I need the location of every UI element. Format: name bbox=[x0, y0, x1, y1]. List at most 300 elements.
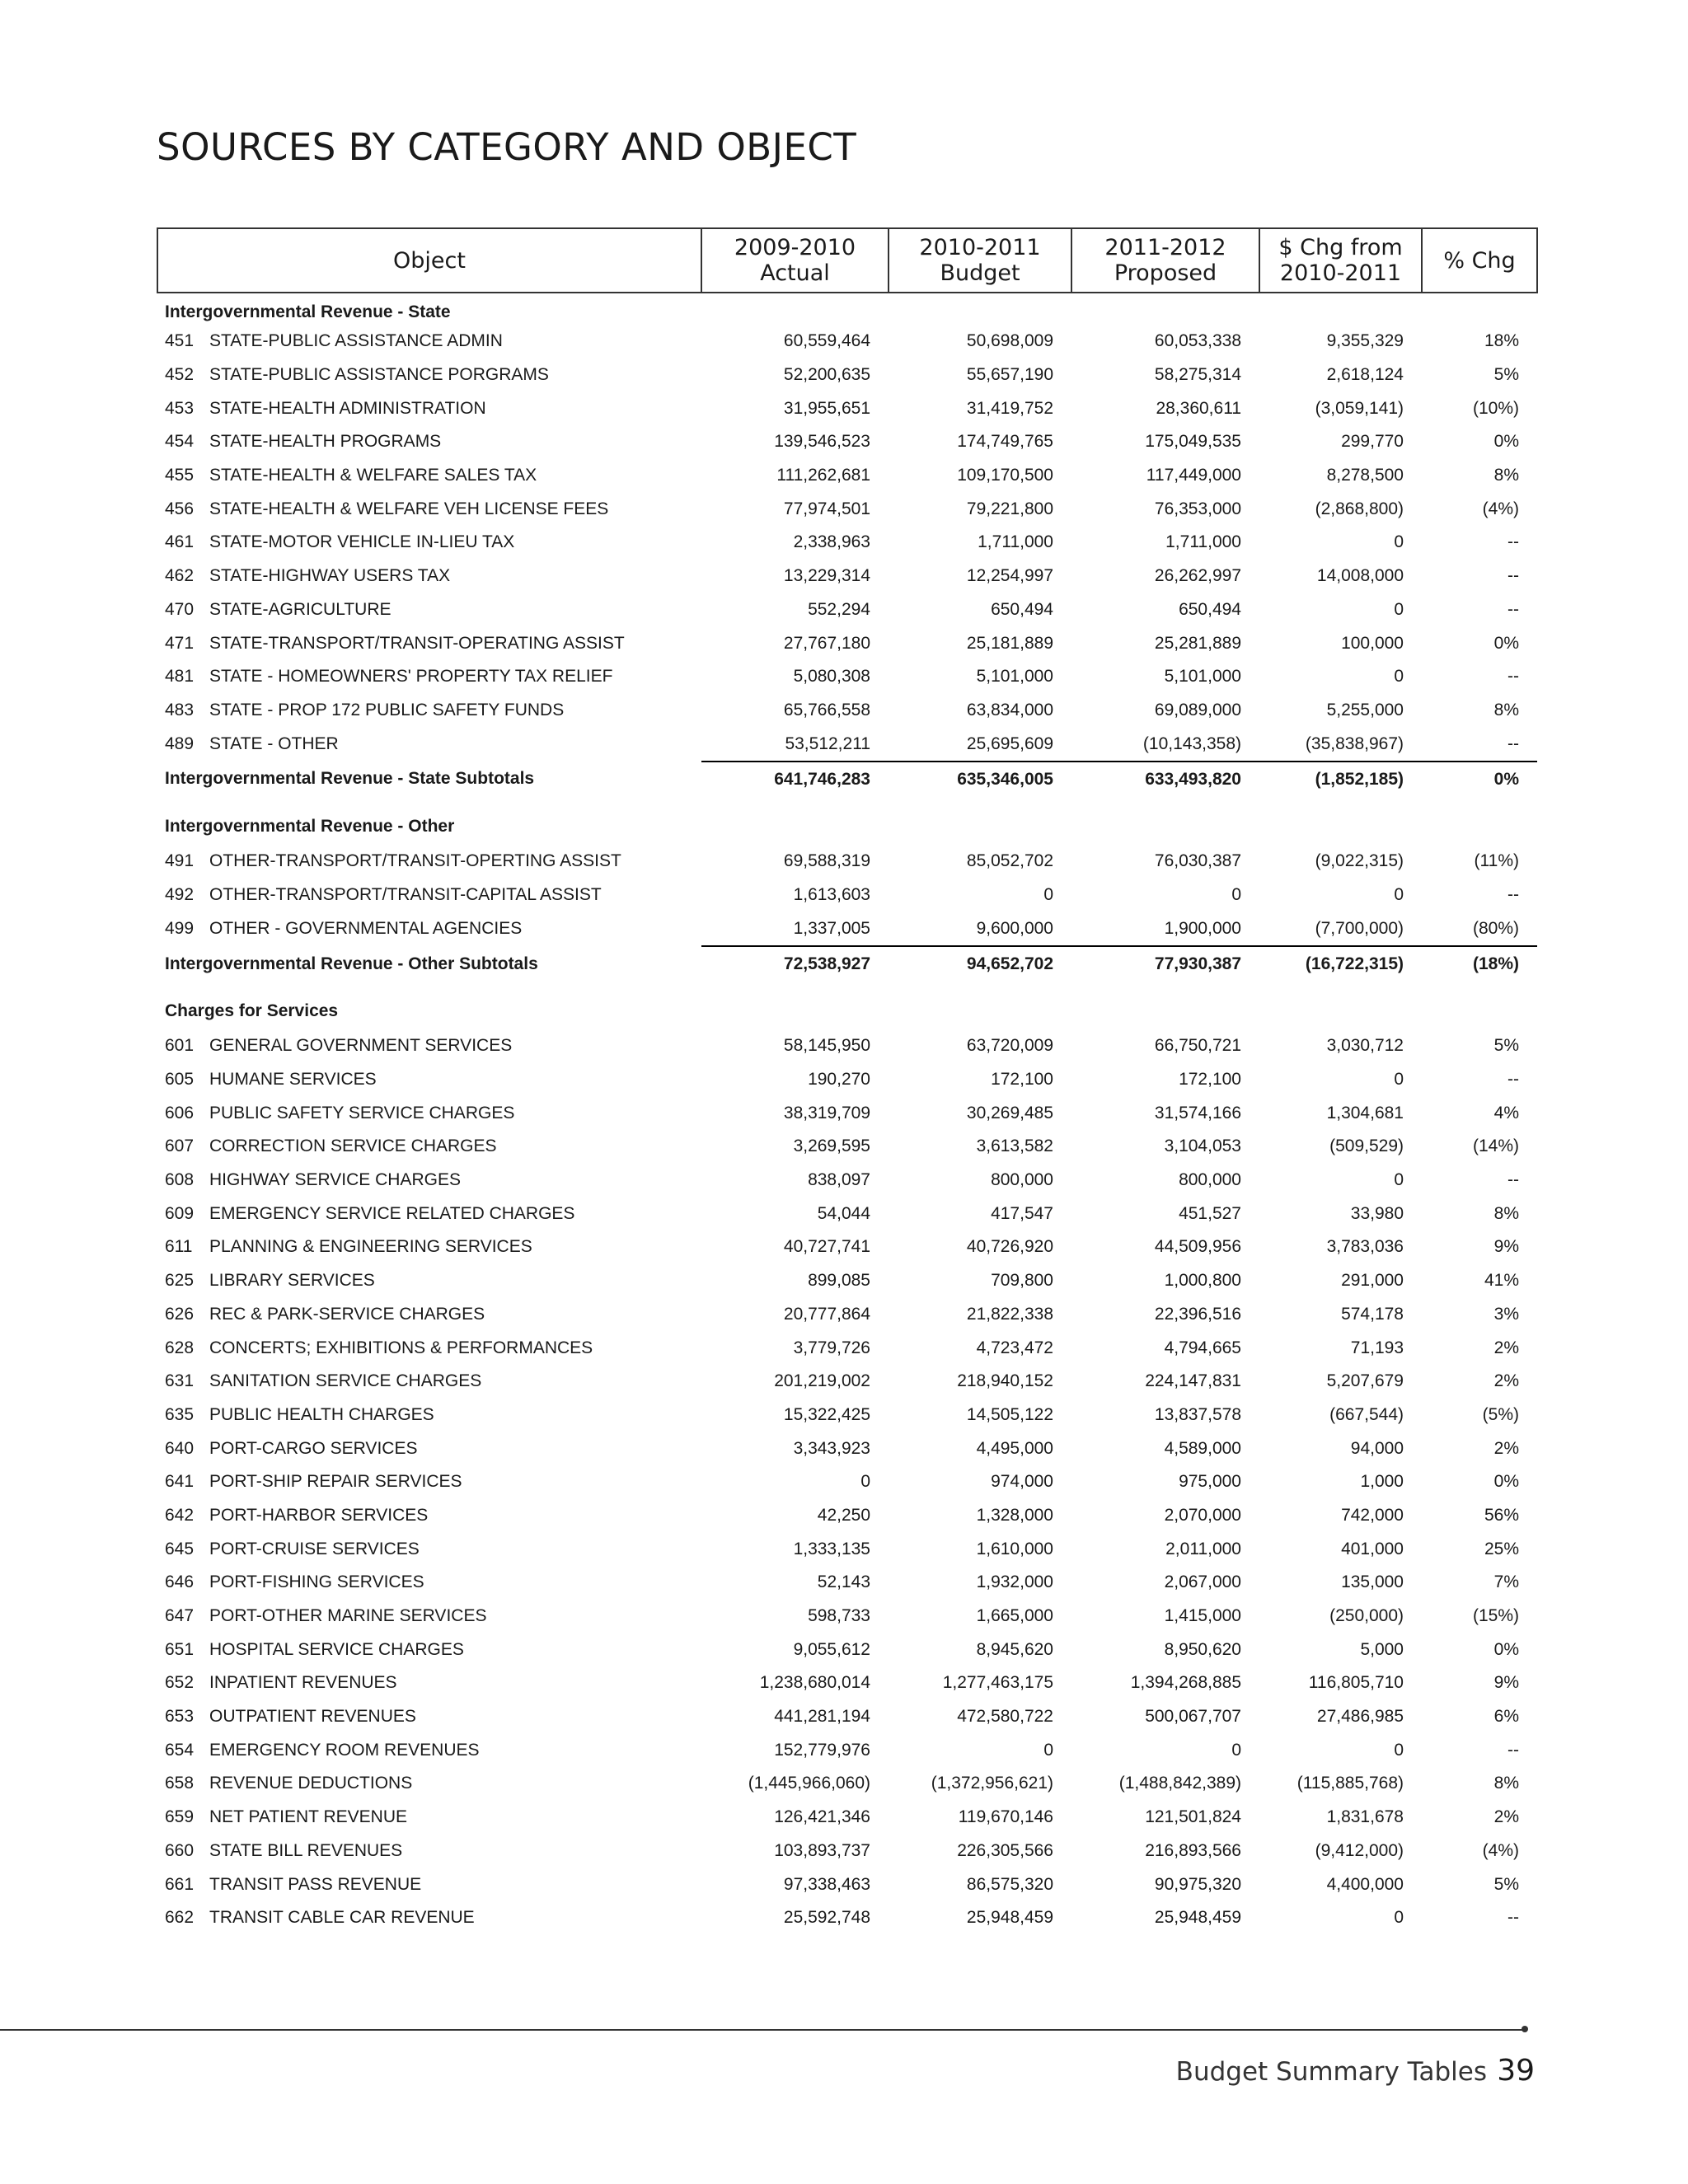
object-code: 651 bbox=[165, 1639, 195, 1659]
object-cell bbox=[157, 1600, 701, 1633]
object-name: PORT-FISHING SERVICES bbox=[209, 1572, 424, 1592]
subtotal-dollar-change: (1,852,185) bbox=[1259, 762, 1422, 797]
table-row bbox=[157, 1432, 1537, 1465]
percent-change-cell: (11%) bbox=[1474, 851, 1519, 871]
object-name: STATE-PUBLIC ASSISTANCE ADMIN bbox=[209, 331, 503, 351]
dollar-change-cell: 0 bbox=[1394, 1908, 1404, 1928]
dollar-change-cell: 0 bbox=[1394, 599, 1404, 619]
actual-cell: 52,200,635 bbox=[783, 365, 870, 385]
proposed-cell: 8,950,620 bbox=[1164, 1639, 1241, 1659]
category-name: Intergovernmental Revenue - State bbox=[165, 302, 451, 321]
dollar-change-cell: (9,022,315) bbox=[1315, 851, 1404, 871]
budget-cell: 1,610,000 bbox=[976, 1539, 1053, 1558]
object-name: PUBLIC SAFETY SERVICE CHARGES bbox=[209, 1103, 515, 1122]
actual-cell: 38,319,709 bbox=[783, 1103, 870, 1122]
object-code: 601 bbox=[165, 1036, 195, 1056]
table-row bbox=[157, 593, 1537, 627]
actual-cell: 77,974,501 bbox=[783, 499, 870, 518]
object-cell bbox=[157, 1331, 701, 1365]
dollar-change-cell: (3,059,141) bbox=[1315, 398, 1404, 418]
table-row bbox=[157, 1331, 1537, 1365]
object-cell bbox=[157, 1901, 701, 1935]
budget-cell: 417,547 bbox=[991, 1203, 1053, 1223]
table-row bbox=[157, 1767, 1537, 1801]
object-name: HUMANE SERVICES bbox=[209, 1070, 377, 1090]
budget-cell: 472,580,722 bbox=[957, 1707, 1053, 1727]
table-row bbox=[157, 1532, 1537, 1566]
table-row bbox=[157, 1029, 1537, 1063]
percent-change-cell: 8% bbox=[1493, 1774, 1519, 1793]
budget-cell: 174,749,765 bbox=[957, 432, 1053, 452]
percent-change-cell: (14%) bbox=[1472, 1137, 1519, 1156]
proposed-cell: 69,089,000 bbox=[1154, 700, 1241, 719]
budget-cell: 50,698,009 bbox=[966, 331, 1053, 351]
object-code: 642 bbox=[165, 1505, 195, 1525]
dollar-change-cell: 4,400,000 bbox=[1326, 1874, 1404, 1894]
proposed-cell: 975,000 bbox=[1179, 1472, 1241, 1492]
table-row bbox=[157, 1465, 1537, 1499]
budget-cell: 25,695,609 bbox=[966, 733, 1053, 753]
percent-change-cell: (80%) bbox=[1472, 918, 1519, 938]
category-header-row bbox=[157, 982, 1537, 1029]
object-name: STATE-HEALTH & WELFARE VEH LICENSE FEES bbox=[209, 499, 609, 518]
sources-table bbox=[157, 227, 1538, 1935]
object-code: 452 bbox=[165, 365, 195, 385]
dollar-change-cell: 1,304,681 bbox=[1326, 1103, 1404, 1122]
dollar-change-cell: 1,000 bbox=[1360, 1472, 1404, 1492]
object-code: 499 bbox=[165, 919, 195, 939]
object-code: 646 bbox=[165, 1572, 195, 1592]
object-cell bbox=[157, 694, 701, 728]
table-row bbox=[157, 359, 1537, 392]
object-cell bbox=[157, 1801, 701, 1835]
dollar-change-cell: 0 bbox=[1394, 884, 1404, 904]
table-row bbox=[157, 694, 1537, 728]
actual-cell: 152,779,976 bbox=[774, 1740, 870, 1760]
budget-cell: 85,052,702 bbox=[966, 851, 1053, 871]
subtotal-label: Intergovernmental Revenue - Other Subtotals bbox=[165, 954, 538, 973]
budget-cell: 25,181,889 bbox=[966, 633, 1053, 653]
object-name: REVENUE DEDUCTIONS bbox=[209, 1774, 413, 1793]
object-name: STATE - OTHER bbox=[209, 734, 339, 754]
object-code: 451 bbox=[165, 331, 195, 351]
object-name: REC & PARK-SERVICE CHARGES bbox=[209, 1304, 485, 1324]
percent-change-cell: 0% bbox=[1493, 432, 1519, 452]
object-cell bbox=[157, 1230, 701, 1264]
object-name: PORT-HARBOR SERVICES bbox=[209, 1505, 429, 1525]
budget-cell: 109,170,500 bbox=[957, 466, 1053, 485]
budget-cell: 1,665,000 bbox=[976, 1606, 1053, 1626]
dollar-change-cell: 27,486,985 bbox=[1316, 1707, 1404, 1727]
proposed-cell: 66,750,721 bbox=[1154, 1036, 1241, 1056]
dollar-change-cell: (2,868,800) bbox=[1315, 499, 1404, 518]
object-cell bbox=[157, 727, 701, 762]
actual-cell: 2,338,963 bbox=[793, 532, 870, 552]
object-name: STATE - PROP 172 PUBLIC SAFETY FUNDS bbox=[209, 700, 565, 719]
table-row bbox=[157, 1700, 1537, 1734]
budget-cell: 86,575,320 bbox=[966, 1874, 1053, 1894]
proposed-cell: (1,488,842,389) bbox=[1118, 1774, 1241, 1793]
object-code: 645 bbox=[165, 1539, 195, 1558]
actual-cell: 58,145,950 bbox=[783, 1036, 870, 1056]
percent-change-cell: -- bbox=[1507, 599, 1519, 619]
percent-change-cell: 5% bbox=[1493, 365, 1519, 385]
proposed-cell: 28,360,611 bbox=[1156, 398, 1241, 418]
object-code: 611 bbox=[165, 1237, 193, 1257]
object-code: 481 bbox=[165, 667, 195, 687]
percent-change-cell: -- bbox=[1507, 667, 1519, 687]
proposed-cell: 60,053,338 bbox=[1154, 331, 1241, 351]
object-name: STATE-HEALTH ADMINISTRATION bbox=[209, 398, 486, 418]
table-row bbox=[157, 626, 1537, 660]
proposed-cell: 31,574,166 bbox=[1154, 1103, 1241, 1122]
object-cell bbox=[157, 1298, 701, 1332]
budget-cell: 25,948,459 bbox=[966, 1908, 1053, 1928]
dollar-change-cell: (509,529) bbox=[1329, 1137, 1404, 1156]
proposed-cell: 172,100 bbox=[1179, 1070, 1241, 1090]
proposed-cell: 22,396,516 bbox=[1154, 1304, 1241, 1324]
dollar-change-cell: 0 bbox=[1394, 1170, 1404, 1190]
object-name: STATE-HEALTH PROGRAMS bbox=[209, 432, 442, 452]
actual-cell: 15,322,425 bbox=[783, 1404, 870, 1424]
object-code: 461 bbox=[165, 532, 195, 552]
table-row bbox=[157, 1399, 1537, 1432]
proposed-cell: 216,893,566 bbox=[1145, 1840, 1241, 1860]
dollar-change-cell: 0 bbox=[1394, 532, 1404, 552]
object-cell bbox=[157, 1700, 701, 1734]
percent-change-cell: 9% bbox=[1493, 1237, 1519, 1257]
budget-cell: 1,932,000 bbox=[976, 1572, 1053, 1592]
proposed-cell: 4,794,665 bbox=[1164, 1338, 1241, 1357]
percent-change-cell: (5%) bbox=[1482, 1404, 1519, 1424]
object-cell bbox=[157, 359, 701, 392]
proposed-cell: 3,104,053 bbox=[1164, 1137, 1241, 1156]
object-code: 631 bbox=[165, 1371, 195, 1391]
table-row bbox=[157, 1901, 1537, 1935]
table-row bbox=[157, 727, 1537, 762]
object-code: 491 bbox=[165, 851, 195, 871]
actual-cell: 3,343,923 bbox=[793, 1438, 870, 1458]
budget-cell: 55,657,190 bbox=[966, 365, 1053, 385]
budget-cell: (1,372,956,621) bbox=[931, 1774, 1053, 1793]
proposed-cell: 76,030,387 bbox=[1154, 851, 1241, 871]
dollar-change-cell: (7,700,000) bbox=[1315, 918, 1404, 938]
percent-change-cell: -- bbox=[1507, 1070, 1519, 1090]
dollar-change-cell: 299,770 bbox=[1341, 432, 1404, 452]
dollar-change-cell: 100,000 bbox=[1341, 633, 1404, 653]
budget-cell: 709,800 bbox=[991, 1271, 1053, 1291]
percent-change-cell: 7% bbox=[1493, 1572, 1519, 1592]
object-name: TRANSIT PASS REVENUE bbox=[209, 1874, 422, 1894]
object-code: 658 bbox=[165, 1774, 195, 1793]
category-header-row bbox=[157, 293, 1537, 325]
budget-cell: 172,100 bbox=[991, 1070, 1053, 1090]
object-name: PORT-SHIP REPAIR SERVICES bbox=[209, 1472, 462, 1492]
object-name: HOSPITAL SERVICE CHARGES bbox=[209, 1639, 464, 1659]
object-cell bbox=[157, 325, 701, 359]
object-cell bbox=[157, 1868, 701, 1901]
dollar-change-cell: 33,980 bbox=[1350, 1203, 1404, 1223]
dollar-change-cell: 71,193 bbox=[1350, 1338, 1404, 1357]
budget-cell: 31,419,752 bbox=[966, 398, 1053, 418]
object-name: TRANSIT CABLE CAR REVENUE bbox=[209, 1908, 475, 1928]
object-cell bbox=[157, 1499, 701, 1533]
proposed-cell: 224,147,831 bbox=[1145, 1371, 1241, 1391]
object-name: PORT-CRUISE SERVICES bbox=[209, 1539, 420, 1558]
percent-change-cell: (15%) bbox=[1472, 1606, 1519, 1626]
actual-cell: 5,080,308 bbox=[793, 667, 870, 687]
table-row bbox=[157, 459, 1537, 493]
table-row bbox=[157, 1197, 1537, 1230]
subtotal-percent-change: (18%) bbox=[1422, 946, 1537, 982]
budget-cell: 3,613,582 bbox=[976, 1137, 1053, 1156]
percent-change-cell: (4%) bbox=[1482, 1840, 1519, 1860]
subtotal-dollar-change: (16,722,315) bbox=[1259, 946, 1422, 982]
actual-cell: 899,085 bbox=[808, 1271, 870, 1291]
percent-change-cell: 6% bbox=[1493, 1707, 1519, 1727]
object-code: 640 bbox=[165, 1438, 195, 1458]
object-code: 626 bbox=[165, 1304, 195, 1324]
header-object: Object bbox=[157, 228, 701, 293]
object-code: 462 bbox=[165, 566, 195, 586]
budget-cell: 4,723,472 bbox=[976, 1338, 1053, 1357]
object-name: OUTPATIENT REVENUES bbox=[209, 1707, 416, 1727]
category-header-row bbox=[157, 797, 1537, 845]
object-cell bbox=[157, 560, 701, 593]
actual-cell: 126,421,346 bbox=[774, 1807, 870, 1827]
percent-change-cell: 0% bbox=[1493, 1472, 1519, 1492]
proposed-cell: 1,900,000 bbox=[1164, 918, 1241, 938]
subtotal-actual: 72,538,927 bbox=[701, 946, 889, 982]
object-name: CONCERTS; EXHIBITIONS & PERFORMANCES bbox=[209, 1338, 593, 1357]
budget-cell: 9,600,000 bbox=[976, 918, 1053, 938]
percent-change-cell: 2% bbox=[1493, 1371, 1519, 1391]
object-code: 471 bbox=[165, 633, 195, 653]
object-name: PORT-CARGO SERVICES bbox=[209, 1438, 418, 1458]
proposed-cell: 117,449,000 bbox=[1146, 466, 1241, 485]
actual-cell: 552,294 bbox=[808, 599, 870, 619]
actual-cell: 139,546,523 bbox=[774, 432, 870, 452]
subtotal-row bbox=[157, 762, 1537, 797]
actual-cell: 598,733 bbox=[808, 1606, 870, 1626]
budget-cell: 12,254,997 bbox=[966, 566, 1053, 586]
dollar-change-cell: 2,618,124 bbox=[1326, 365, 1404, 385]
proposed-cell: 451,527 bbox=[1179, 1203, 1241, 1223]
object-cell bbox=[157, 1096, 701, 1130]
object-code: 489 bbox=[165, 734, 195, 754]
actual-cell: 3,779,726 bbox=[793, 1338, 870, 1357]
table-row bbox=[157, 1130, 1537, 1164]
proposed-cell: 44,509,956 bbox=[1154, 1237, 1241, 1257]
proposed-cell: 2,067,000 bbox=[1164, 1572, 1241, 1592]
object-cell bbox=[157, 1767, 701, 1801]
percent-change-cell: -- bbox=[1507, 1740, 1519, 1760]
percent-change-cell: -- bbox=[1507, 532, 1519, 552]
percent-change-cell: -- bbox=[1507, 566, 1519, 586]
table-row bbox=[157, 560, 1537, 593]
budget-cell: 79,221,800 bbox=[966, 499, 1053, 518]
percent-change-cell: 18% bbox=[1484, 331, 1519, 351]
percent-change-cell: -- bbox=[1507, 733, 1519, 753]
dollar-change-cell: (667,544) bbox=[1329, 1404, 1404, 1424]
proposed-cell: (10,143,358) bbox=[1142, 733, 1241, 753]
table-row bbox=[157, 1230, 1537, 1264]
dollar-change-cell: 14,008,000 bbox=[1316, 566, 1404, 586]
object-name: HIGHWAY SERVICE CHARGES bbox=[209, 1170, 461, 1190]
budget-cell: 8,945,620 bbox=[976, 1639, 1053, 1659]
object-code: 660 bbox=[165, 1840, 195, 1860]
dollar-change-cell: (250,000) bbox=[1329, 1606, 1404, 1626]
actual-cell: 97,338,463 bbox=[783, 1874, 870, 1894]
category-name: Charges for Services bbox=[165, 1001, 339, 1020]
percent-change-cell: -- bbox=[1507, 1908, 1519, 1928]
actual-cell: 441,281,194 bbox=[774, 1707, 870, 1727]
percent-change-cell: 4% bbox=[1493, 1103, 1519, 1122]
object-cell bbox=[157, 391, 701, 425]
dollar-change-cell: 9,355,329 bbox=[1326, 331, 1404, 351]
dollar-change-cell: 0 bbox=[1394, 1740, 1404, 1760]
proposed-cell: 0 bbox=[1231, 884, 1241, 904]
dollar-change-cell: 291,000 bbox=[1341, 1271, 1404, 1291]
object-cell bbox=[157, 845, 701, 879]
percent-change-cell: 56% bbox=[1484, 1505, 1519, 1525]
proposed-cell: 76,353,000 bbox=[1154, 499, 1241, 518]
subtotal-percent-change: 0% bbox=[1422, 762, 1537, 797]
object-code: 455 bbox=[165, 466, 195, 485]
actual-cell: 60,559,464 bbox=[783, 331, 870, 351]
actual-cell: 27,767,180 bbox=[783, 633, 870, 653]
subtotal-actual: 641,746,283 bbox=[701, 762, 889, 797]
proposed-cell: 1,000,800 bbox=[1164, 1271, 1241, 1291]
table-row bbox=[157, 1164, 1537, 1197]
table-row bbox=[157, 1835, 1537, 1868]
table-row bbox=[157, 1063, 1537, 1097]
table-row bbox=[157, 492, 1537, 526]
proposed-cell: 26,262,997 bbox=[1154, 566, 1241, 586]
table-body bbox=[157, 293, 1537, 1935]
percent-change-cell: 2% bbox=[1493, 1338, 1519, 1357]
table-row bbox=[157, 1499, 1537, 1533]
budget-cell: 21,822,338 bbox=[966, 1304, 1053, 1324]
object-cell bbox=[157, 912, 701, 946]
proposed-cell: 500,067,707 bbox=[1145, 1707, 1241, 1727]
actual-cell: 52,143 bbox=[817, 1572, 870, 1592]
object-cell bbox=[157, 1029, 701, 1063]
actual-cell: 201,219,002 bbox=[774, 1371, 870, 1391]
percent-change-cell: -- bbox=[1507, 1170, 1519, 1190]
actual-cell: 42,250 bbox=[817, 1505, 870, 1525]
actual-cell: 1,238,680,014 bbox=[759, 1673, 870, 1693]
budget-cell: 40,726,920 bbox=[966, 1237, 1053, 1257]
table-row bbox=[157, 1365, 1537, 1399]
dollar-change-cell: 742,000 bbox=[1341, 1505, 1404, 1525]
object-cell bbox=[157, 1666, 701, 1700]
sources-table-container bbox=[157, 227, 1536, 1935]
object-cell bbox=[157, 1633, 701, 1666]
object-name: LIBRARY SERVICES bbox=[209, 1271, 375, 1291]
page-title: SOURCES BY CATEGORY AND OBJECT bbox=[157, 125, 857, 169]
object-name: PLANNING & ENGINEERING SERVICES bbox=[209, 1237, 532, 1257]
subtotal-budget: 94,652,702 bbox=[889, 946, 1071, 982]
object-cell bbox=[157, 593, 701, 627]
proposed-cell: 650,494 bbox=[1179, 599, 1241, 619]
actual-cell: 13,229,314 bbox=[783, 566, 870, 586]
object-name: STATE-HEALTH & WELFARE SALES TAX bbox=[209, 466, 537, 485]
object-cell bbox=[157, 1063, 701, 1097]
object-cell bbox=[157, 626, 701, 660]
table-row bbox=[157, 1633, 1537, 1666]
dollar-change-cell: 401,000 bbox=[1341, 1539, 1404, 1558]
object-code: 456 bbox=[165, 499, 195, 518]
subtotal-row bbox=[157, 946, 1537, 982]
object-code: 470 bbox=[165, 599, 195, 619]
object-code: 483 bbox=[165, 700, 195, 719]
object-code: 652 bbox=[165, 1673, 195, 1693]
table-row bbox=[157, 1566, 1537, 1600]
object-name: STATE-AGRICULTURE bbox=[209, 599, 392, 619]
dollar-change-cell: 3,783,036 bbox=[1326, 1237, 1404, 1257]
object-code: 454 bbox=[165, 432, 195, 452]
budget-cell: 14,505,122 bbox=[966, 1404, 1053, 1424]
table-row bbox=[157, 425, 1537, 459]
proposed-cell: 90,975,320 bbox=[1154, 1874, 1241, 1894]
object-code: 625 bbox=[165, 1271, 195, 1291]
object-name: STATE - HOMEOWNERS' PROPERTY TAX RELIEF bbox=[209, 667, 613, 687]
percent-change-cell: 41% bbox=[1484, 1271, 1519, 1291]
object-cell bbox=[157, 1365, 701, 1399]
budget-cell: 226,305,566 bbox=[957, 1840, 1053, 1860]
budget-cell: 119,670,146 bbox=[958, 1807, 1053, 1827]
object-name: STATE-MOTOR VEHICLE IN-LIEU TAX bbox=[209, 532, 515, 552]
actual-cell: 31,955,651 bbox=[783, 398, 870, 418]
object-name: PORT-OTHER MARINE SERVICES bbox=[209, 1606, 487, 1626]
object-code: 653 bbox=[165, 1707, 195, 1727]
actual-cell: 54,044 bbox=[817, 1203, 870, 1223]
object-code: 647 bbox=[165, 1606, 195, 1626]
actual-cell: 65,766,558 bbox=[783, 700, 870, 719]
table-row bbox=[157, 391, 1537, 425]
table-row bbox=[157, 325, 1537, 359]
object-name: GENERAL GOVERNMENT SERVICES bbox=[209, 1036, 513, 1056]
object-name: STATE-HIGHWAY USERS TAX bbox=[209, 566, 451, 586]
actual-cell: 0 bbox=[860, 1472, 870, 1492]
percent-change-cell: 0% bbox=[1493, 633, 1519, 653]
budget-cell: 650,494 bbox=[991, 599, 1053, 619]
budget-cell: 0 bbox=[1043, 884, 1053, 904]
object-name: NET PATIENT REVENUE bbox=[209, 1807, 407, 1827]
object-code: 659 bbox=[165, 1807, 195, 1827]
table-row bbox=[157, 1298, 1537, 1332]
percent-change-cell: 9% bbox=[1493, 1673, 1519, 1693]
table-row bbox=[157, 1733, 1537, 1767]
dollar-change-cell: 1,831,678 bbox=[1326, 1807, 1404, 1827]
object-cell bbox=[157, 459, 701, 493]
object-cell bbox=[157, 1130, 701, 1164]
dollar-change-cell: 0 bbox=[1394, 1070, 1404, 1090]
footer-page-number: 39 bbox=[1497, 2054, 1535, 2088]
proposed-cell: 58,275,314 bbox=[1154, 365, 1241, 385]
proposed-cell: 800,000 bbox=[1179, 1170, 1241, 1190]
proposed-cell: 25,948,459 bbox=[1154, 1908, 1241, 1928]
footer-section-title: Budget Summary Tables bbox=[1175, 2057, 1487, 2087]
table-row bbox=[157, 1801, 1537, 1835]
actual-cell: 20,777,864 bbox=[783, 1304, 870, 1324]
dollar-change-cell: 5,255,000 bbox=[1326, 700, 1404, 719]
object-code: 628 bbox=[165, 1338, 195, 1357]
dollar-change-cell: 5,207,679 bbox=[1326, 1371, 1404, 1391]
dollar-change-cell: 135,000 bbox=[1341, 1572, 1404, 1592]
dollar-change-cell: 94,000 bbox=[1350, 1438, 1404, 1458]
